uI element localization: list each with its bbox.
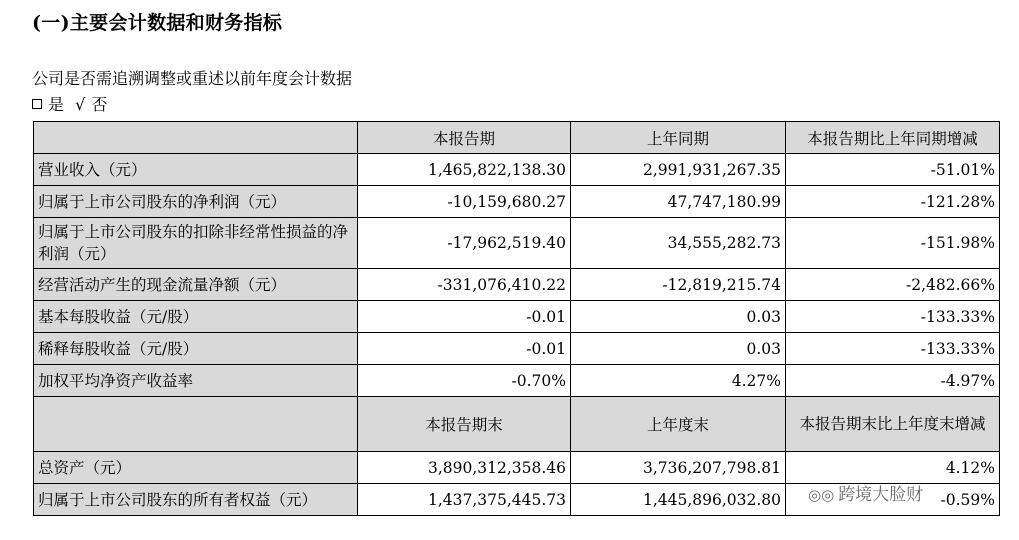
header-current-period: 本报告期: [358, 122, 571, 154]
cell-prior: 0.03: [571, 301, 786, 333]
cell-current: 1,465,822,138.30: [358, 154, 571, 186]
financial-indicators-table: [33, 121, 1000, 516]
table-row: [34, 154, 1000, 186]
watermark: [808, 480, 923, 505]
table-subheader-row: [34, 397, 1000, 452]
section-heading: (一)主要会计数据和财务指标: [32, 12, 283, 34]
cell-prior: 34,555,282.73: [571, 218, 786, 269]
table-row: [34, 269, 1000, 301]
cell-current: -0.70%: [358, 365, 571, 397]
cell-change: 4.12%: [786, 452, 1000, 484]
table-row: [34, 333, 1000, 365]
watermark-text: 跨境大脸财: [838, 485, 924, 505]
cell-change: -133.33%: [786, 333, 1000, 365]
row-label: 营业收入（元）: [34, 154, 358, 186]
table-row: [34, 186, 1000, 218]
cell-change: -0.59%: [786, 484, 1000, 516]
restatement-options: [32, 92, 113, 115]
cell-current: 1,437,375,445.73: [358, 484, 571, 516]
header-prior-period: 上年同期: [571, 122, 786, 154]
option-yes: 是: [48, 95, 65, 114]
cell-change: -133.33%: [786, 301, 1000, 333]
cell-prior: -12,819,215.74: [571, 269, 786, 301]
table-row: [34, 218, 1000, 269]
cell-prior: 47,747,180.99: [571, 186, 786, 218]
table-header-row: [34, 122, 1000, 154]
row-label: 归属于上市公司股东的净利润（元）: [34, 186, 358, 218]
header-period-end-change: 本报告期末比上年度末增减: [786, 397, 1000, 452]
cell-current: -10,159,680.27: [358, 186, 571, 218]
cell-change: -4.97%: [786, 365, 1000, 397]
cell-current: -331,076,410.22: [358, 269, 571, 301]
cell-change: -151.98%: [786, 218, 1000, 269]
cell-current: -0.01: [358, 301, 571, 333]
cell-prior: 4.27%: [571, 365, 786, 397]
subheader-blank: [34, 397, 358, 452]
cell-current: -17,962,519.40: [358, 218, 571, 269]
cell-current: 3,890,312,358.46: [358, 452, 571, 484]
restatement-question: 公司是否需追溯调整或重述以前年度会计数据: [32, 69, 353, 88]
cell-current: -0.01: [358, 333, 571, 365]
table-row: [34, 301, 1000, 333]
option-no: 否: [91, 95, 108, 114]
cell-prior: 1,445,896,032.80: [571, 484, 786, 516]
row-label: 稀释每股收益（元/股）: [34, 333, 358, 365]
table-row: [34, 452, 1000, 484]
row-label: 经营活动产生的现金流量净额（元）: [34, 269, 358, 301]
cell-prior: 0.03: [571, 333, 786, 365]
cell-prior: 2,991,931,267.35: [571, 154, 786, 186]
cell-change: -121.28%: [786, 186, 1000, 218]
wechat-icon: ◎◎: [808, 486, 835, 504]
cell-change: -2,482.66%: [786, 269, 1000, 301]
row-label: 总资产（元）: [34, 452, 358, 484]
cell-prior: 3,736,207,798.81: [571, 452, 786, 484]
row-label: 归属于上市公司股东的扣除非经常性损益的净利润（元）: [34, 218, 358, 269]
check-mark: √: [75, 95, 86, 114]
unchecked-box-icon: [32, 99, 42, 109]
row-label: 加权平均净资产收益率: [34, 365, 358, 397]
header-period-end: 本报告期末: [358, 397, 571, 452]
row-label: 归属于上市公司股东的所有者权益（元）: [34, 484, 358, 516]
header-blank: [34, 122, 358, 154]
header-prior-year-end: 上年度末: [571, 397, 786, 452]
header-change: 本报告期比上年同期增减: [786, 122, 1000, 154]
cell-change: -51.01%: [786, 154, 1000, 186]
row-label: 基本每股收益（元/股）: [34, 301, 358, 333]
table-row: [34, 365, 1000, 397]
